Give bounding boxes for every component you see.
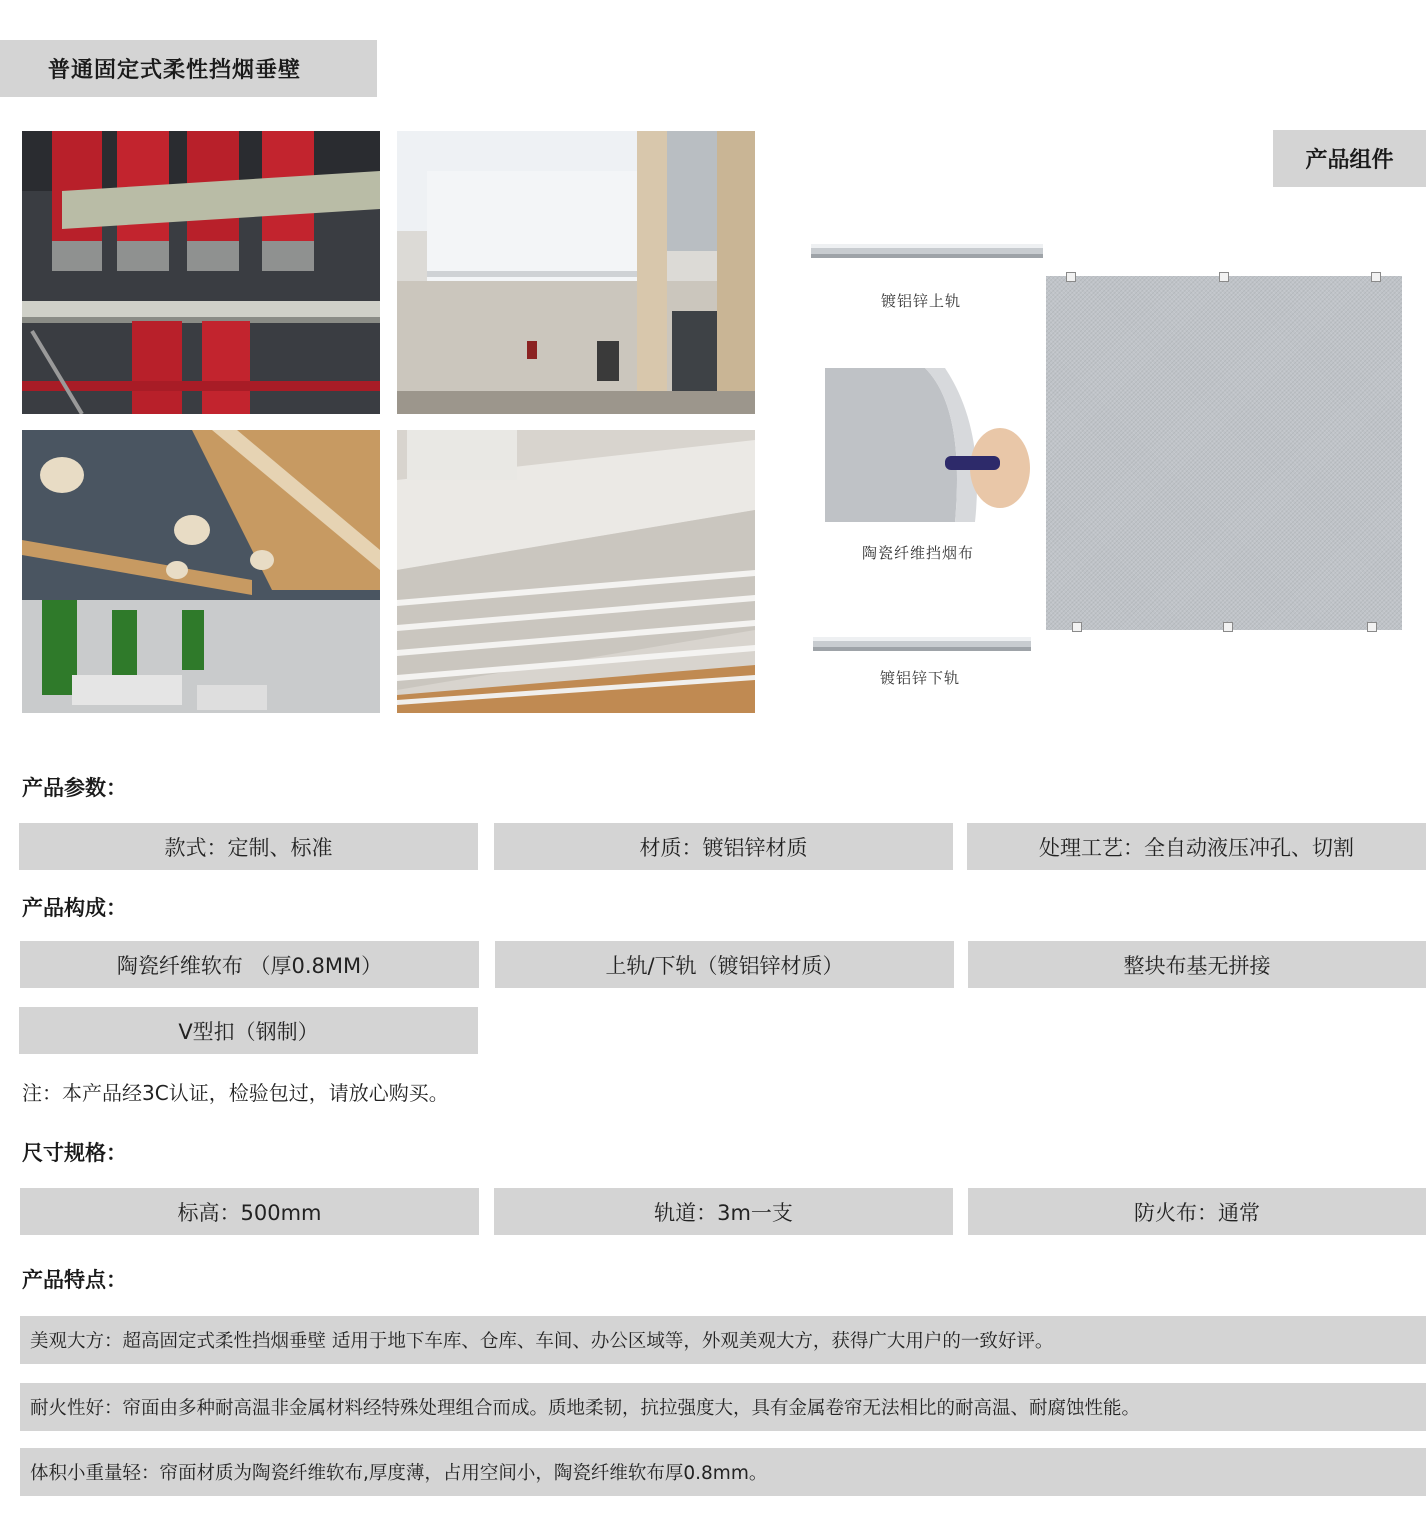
v-clip-icon: [1223, 622, 1233, 632]
composition-cloth: 陶瓷纤维软布 （厚0.8MM）: [20, 941, 479, 988]
ceramic-cloth-label: 陶瓷纤维挡烟布: [862, 544, 975, 562]
feature-lightweight: 体积小重量轻：帘面材质为陶瓷纤维软布,厚度薄，占用空间小，陶瓷纤维软布厚0.8mm。: [20, 1448, 1426, 1496]
params-heading: 产品参数：: [22, 776, 127, 800]
param-process: 处理工艺：全自动液压冲孔、切割: [967, 823, 1426, 870]
smoke-curtain-panel-image: [1046, 276, 1402, 630]
composition-seamless: 整块布基无拼接: [968, 941, 1426, 988]
composition-v-clip: V型扣（钢制）: [19, 1007, 478, 1054]
v-clip-icon: [1072, 622, 1082, 632]
features-heading: 产品特点：: [22, 1268, 127, 1292]
page-title: [0, 40, 377, 97]
ceramic-cloth-image: [825, 368, 1031, 522]
top-rail-label: 镀铝锌上轨: [881, 292, 962, 310]
page-title-text: 普通固定式柔性挡烟垂壁: [48, 58, 302, 83]
photo-installation-office: [22, 430, 380, 713]
composition-heading: 产品构成：: [22, 896, 127, 920]
feature-appearance: 美观大方：超高固定式柔性挡烟垂壁 适用于地下车库、仓库、车间、办公区域等，外观美观大方，获得广大用户的一致好评。: [20, 1316, 1426, 1364]
components-tab: [1273, 130, 1426, 187]
v-clip-icon: [1371, 272, 1381, 282]
bottom-rail-label: 镀铝锌下轨: [880, 669, 961, 687]
photo-installation-atrium: [397, 131, 755, 414]
size-heading: 尺寸规格：: [22, 1141, 127, 1165]
photo-installation-pipes: [22, 131, 380, 414]
size-height: 标高：500mm: [20, 1188, 479, 1235]
param-material: 材质：镀铝锌材质: [494, 823, 953, 870]
size-track: 轨道：3m一支: [494, 1188, 953, 1235]
photo-installation-ceiling: [397, 430, 755, 713]
components-tab-label: 产品组件: [1305, 148, 1394, 173]
v-clip-icon: [1367, 622, 1377, 632]
size-fire-cloth: 防火布：通常: [968, 1188, 1426, 1235]
bottom-rail-image: [813, 633, 1031, 655]
param-style: 款式：定制、标准: [19, 823, 478, 870]
composition-rails: 上轨/下轨（镀铝锌材质）: [495, 941, 954, 988]
v-clip-icon: [1066, 272, 1076, 282]
certification-note: 注：本产品经3C认证，检验包过，请放心购买。: [22, 1081, 449, 1105]
top-rail-image: [811, 240, 1043, 262]
v-clip-icon: [1219, 272, 1229, 282]
feature-fire-resistance: 耐火性好：帘面由多种耐高温非金属材料经特殊处理组合而成。质地柔韧，抗拉强度大，具有金属卷帘无法相比的耐高温、耐腐蚀性能。: [20, 1383, 1426, 1431]
